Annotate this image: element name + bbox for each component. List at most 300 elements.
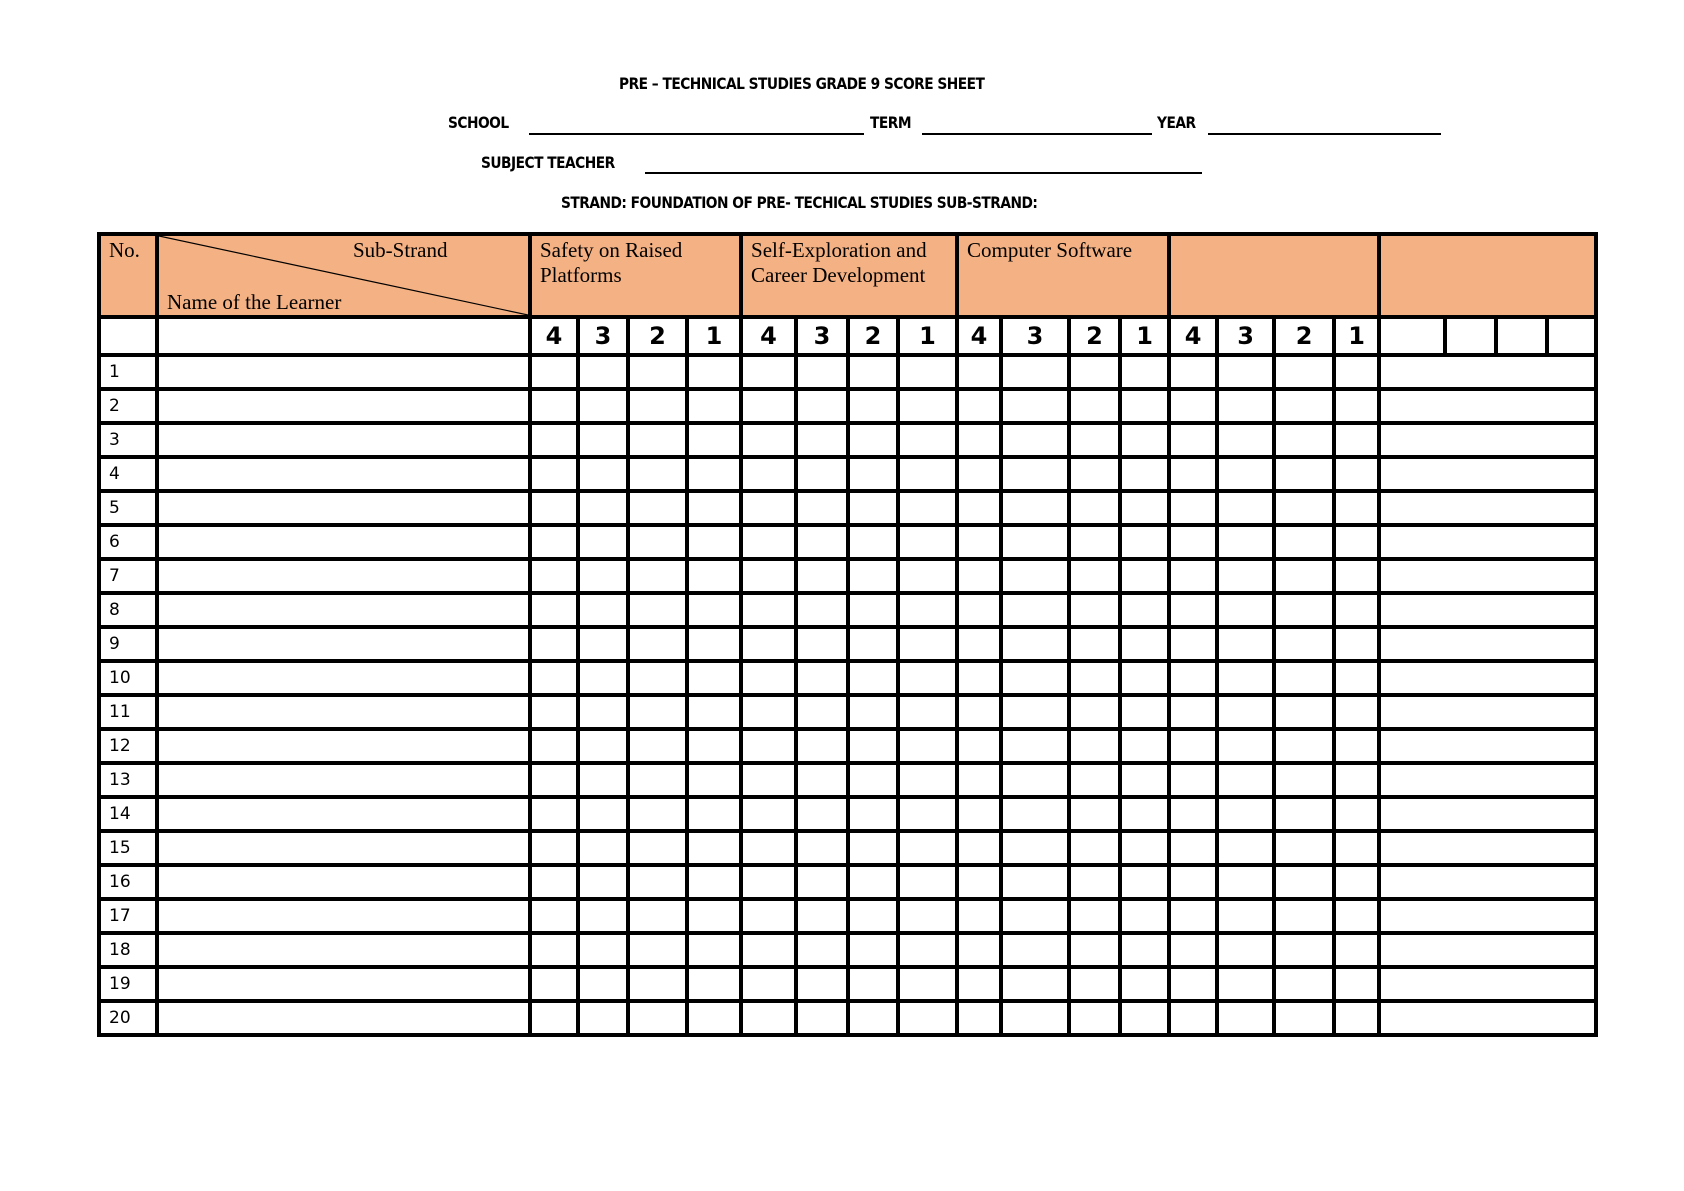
- extra-score-cell[interactable]: [1379, 559, 1596, 593]
- score-cell[interactable]: [1169, 729, 1217, 763]
- score-cell[interactable]: [1169, 831, 1217, 865]
- score-cell[interactable]: [796, 729, 848, 763]
- score-cell[interactable]: [1120, 695, 1169, 729]
- score-cell[interactable]: [1120, 933, 1169, 967]
- score-cell[interactable]: [848, 627, 898, 661]
- score-cell[interactable]: [1001, 967, 1069, 1001]
- score-cell[interactable]: [578, 559, 628, 593]
- score-cell[interactable]: [687, 729, 741, 763]
- score-cell[interactable]: [1169, 423, 1217, 457]
- score-cell[interactable]: [530, 457, 578, 491]
- score-cell[interactable]: [1334, 559, 1379, 593]
- score-cell[interactable]: [1169, 457, 1217, 491]
- score-cell[interactable]: [957, 491, 1001, 525]
- score-cell[interactable]: [530, 491, 578, 525]
- score-cell[interactable]: [1001, 491, 1069, 525]
- score-cell[interactable]: [1334, 627, 1379, 661]
- score-cell[interactable]: [628, 899, 687, 933]
- learner-name-cell[interactable]: [157, 491, 530, 525]
- learner-name-cell[interactable]: [157, 695, 530, 729]
- score-cell[interactable]: [1069, 899, 1120, 933]
- score-cell[interactable]: [1217, 695, 1274, 729]
- score-cell[interactable]: [741, 627, 796, 661]
- score-cell[interactable]: [796, 899, 848, 933]
- score-cell[interactable]: [628, 831, 687, 865]
- score-cell[interactable]: [530, 695, 578, 729]
- extra-score-cell[interactable]: [1379, 661, 1596, 695]
- score-cell[interactable]: [530, 559, 578, 593]
- score-cell[interactable]: [1069, 355, 1120, 389]
- score-cell[interactable]: [530, 831, 578, 865]
- score-cell[interactable]: [578, 695, 628, 729]
- score-cell[interactable]: [898, 933, 957, 967]
- score-cell[interactable]: [1334, 729, 1379, 763]
- score-cell[interactable]: [1217, 967, 1274, 1001]
- extra-score-cell[interactable]: [1379, 593, 1596, 627]
- score-cell[interactable]: [796, 355, 848, 389]
- score-cell[interactable]: [578, 355, 628, 389]
- score-cell[interactable]: [796, 627, 848, 661]
- score-cell[interactable]: [628, 763, 687, 797]
- score-cell[interactable]: [957, 1001, 1001, 1035]
- score-cell[interactable]: [578, 525, 628, 559]
- score-cell[interactable]: [1169, 865, 1217, 899]
- score-cell[interactable]: [1274, 695, 1334, 729]
- score-cell[interactable]: [628, 933, 687, 967]
- score-cell[interactable]: [1069, 729, 1120, 763]
- score-cell[interactable]: [1334, 457, 1379, 491]
- score-cell[interactable]: [1069, 423, 1120, 457]
- extra-score-cell[interactable]: [1379, 627, 1596, 661]
- learner-name-cell[interactable]: [157, 967, 530, 1001]
- score-cell[interactable]: [741, 899, 796, 933]
- score-cell[interactable]: [530, 729, 578, 763]
- score-cell[interactable]: [1334, 797, 1379, 831]
- score-cell[interactable]: [628, 457, 687, 491]
- score-cell[interactable]: [741, 831, 796, 865]
- score-cell[interactable]: [530, 627, 578, 661]
- score-cell[interactable]: [1120, 593, 1169, 627]
- learner-name-cell[interactable]: [157, 423, 530, 457]
- extra-score-cell[interactable]: [1379, 695, 1596, 729]
- score-cell[interactable]: [687, 967, 741, 1001]
- score-cell[interactable]: [1217, 865, 1274, 899]
- score-cell[interactable]: [898, 865, 957, 899]
- extra-score-cell[interactable]: [1379, 525, 1596, 559]
- score-cell[interactable]: [1169, 627, 1217, 661]
- score-cell[interactable]: [741, 423, 796, 457]
- score-cell[interactable]: [898, 797, 957, 831]
- score-cell[interactable]: [741, 797, 796, 831]
- score-cell[interactable]: [1274, 355, 1334, 389]
- score-cell[interactable]: [687, 627, 741, 661]
- score-cell[interactable]: [1274, 457, 1334, 491]
- score-cell[interactable]: [1120, 729, 1169, 763]
- score-cell[interactable]: [1001, 831, 1069, 865]
- score-cell[interactable]: [1274, 899, 1334, 933]
- score-cell[interactable]: [687, 831, 741, 865]
- score-cell[interactable]: [1069, 389, 1120, 423]
- score-cell[interactable]: [1217, 729, 1274, 763]
- score-cell[interactable]: [628, 865, 687, 899]
- score-cell[interactable]: [741, 525, 796, 559]
- score-cell[interactable]: [628, 695, 687, 729]
- score-cell[interactable]: [1217, 899, 1274, 933]
- score-cell[interactable]: [741, 491, 796, 525]
- extra-score-cell[interactable]: [1379, 729, 1596, 763]
- score-cell[interactable]: [1001, 457, 1069, 491]
- score-cell[interactable]: [898, 899, 957, 933]
- score-cell[interactable]: [1069, 831, 1120, 865]
- learner-name-cell[interactable]: [157, 865, 530, 899]
- year-field[interactable]: [1208, 133, 1441, 135]
- score-cell[interactable]: [1274, 1001, 1334, 1035]
- score-cell[interactable]: [1069, 865, 1120, 899]
- score-cell[interactable]: [1217, 389, 1274, 423]
- score-cell[interactable]: [1001, 763, 1069, 797]
- learner-name-cell[interactable]: [157, 355, 530, 389]
- score-cell[interactable]: [628, 661, 687, 695]
- score-cell[interactable]: [848, 593, 898, 627]
- score-cell[interactable]: [796, 559, 848, 593]
- score-cell[interactable]: [796, 389, 848, 423]
- score-cell[interactable]: [1120, 967, 1169, 1001]
- score-cell[interactable]: [530, 1001, 578, 1035]
- score-cell[interactable]: [687, 355, 741, 389]
- score-cell[interactable]: [1217, 831, 1274, 865]
- score-cell[interactable]: [687, 661, 741, 695]
- score-cell[interactable]: [1001, 525, 1069, 559]
- score-cell[interactable]: [796, 1001, 848, 1035]
- score-cell[interactable]: [898, 661, 957, 695]
- learner-name-cell[interactable]: [157, 797, 530, 831]
- score-cell[interactable]: [898, 729, 957, 763]
- score-cell[interactable]: [1169, 559, 1217, 593]
- score-cell[interactable]: [628, 1001, 687, 1035]
- score-cell[interactable]: [530, 423, 578, 457]
- score-cell[interactable]: [687, 899, 741, 933]
- score-cell[interactable]: [687, 423, 741, 457]
- score-cell[interactable]: [1217, 593, 1274, 627]
- score-cell[interactable]: [1217, 797, 1274, 831]
- score-cell[interactable]: [796, 933, 848, 967]
- score-cell[interactable]: [796, 457, 848, 491]
- score-cell[interactable]: [1274, 661, 1334, 695]
- score-cell[interactable]: [1217, 1001, 1274, 1035]
- score-cell[interactable]: [898, 967, 957, 1001]
- score-cell[interactable]: [1120, 763, 1169, 797]
- learner-name-cell[interactable]: [157, 763, 530, 797]
- score-cell[interactable]: [530, 389, 578, 423]
- score-cell[interactable]: [1069, 1001, 1120, 1035]
- score-cell[interactable]: [1169, 593, 1217, 627]
- score-cell[interactable]: [1169, 389, 1217, 423]
- score-cell[interactable]: [848, 491, 898, 525]
- score-cell[interactable]: [1120, 661, 1169, 695]
- score-cell[interactable]: [796, 423, 848, 457]
- score-cell[interactable]: [957, 559, 1001, 593]
- score-cell[interactable]: [1334, 865, 1379, 899]
- score-cell[interactable]: [1334, 763, 1379, 797]
- score-cell[interactable]: [1169, 525, 1217, 559]
- score-cell[interactable]: [578, 763, 628, 797]
- score-cell[interactable]: [898, 423, 957, 457]
- score-cell[interactable]: [1001, 355, 1069, 389]
- extra-score-cell[interactable]: [1379, 967, 1596, 1001]
- learner-name-cell[interactable]: [157, 389, 530, 423]
- score-cell[interactable]: [1217, 491, 1274, 525]
- score-cell[interactable]: [530, 865, 578, 899]
- score-cell[interactable]: [1274, 831, 1334, 865]
- score-cell[interactable]: [957, 389, 1001, 423]
- score-cell[interactable]: [1069, 695, 1120, 729]
- score-cell[interactable]: [1274, 593, 1334, 627]
- score-cell[interactable]: [1274, 423, 1334, 457]
- extra-score-cell[interactable]: [1379, 831, 1596, 865]
- score-cell[interactable]: [1120, 457, 1169, 491]
- score-cell[interactable]: [848, 933, 898, 967]
- score-cell[interactable]: [848, 423, 898, 457]
- score-cell[interactable]: [957, 695, 1001, 729]
- score-cell[interactable]: [1217, 423, 1274, 457]
- score-cell[interactable]: [1001, 593, 1069, 627]
- score-cell[interactable]: [628, 559, 687, 593]
- learner-name-cell[interactable]: [157, 593, 530, 627]
- score-cell[interactable]: [957, 865, 1001, 899]
- score-cell[interactable]: [578, 1001, 628, 1035]
- extra-score-cell[interactable]: [1379, 865, 1596, 899]
- score-cell[interactable]: [1001, 559, 1069, 593]
- score-cell[interactable]: [1334, 593, 1379, 627]
- score-cell[interactable]: [957, 729, 1001, 763]
- score-cell[interactable]: [1334, 355, 1379, 389]
- score-cell[interactable]: [1334, 423, 1379, 457]
- score-cell[interactable]: [1120, 797, 1169, 831]
- score-cell[interactable]: [1169, 899, 1217, 933]
- score-cell[interactable]: [796, 967, 848, 1001]
- score-cell[interactable]: [687, 763, 741, 797]
- score-cell[interactable]: [898, 831, 957, 865]
- score-cell[interactable]: [1120, 865, 1169, 899]
- score-cell[interactable]: [848, 661, 898, 695]
- score-cell[interactable]: [848, 797, 898, 831]
- score-cell[interactable]: [1069, 763, 1120, 797]
- score-cell[interactable]: [1274, 559, 1334, 593]
- score-cell[interactable]: [687, 525, 741, 559]
- score-cell[interactable]: [578, 831, 628, 865]
- score-cell[interactable]: [1274, 729, 1334, 763]
- score-cell[interactable]: [1120, 491, 1169, 525]
- score-cell[interactable]: [578, 423, 628, 457]
- score-cell[interactable]: [1334, 899, 1379, 933]
- score-cell[interactable]: [687, 797, 741, 831]
- score-cell[interactable]: [1169, 763, 1217, 797]
- score-cell[interactable]: [1334, 661, 1379, 695]
- score-cell[interactable]: [1217, 559, 1274, 593]
- score-cell[interactable]: [1120, 423, 1169, 457]
- score-cell[interactable]: [530, 593, 578, 627]
- score-cell[interactable]: [741, 967, 796, 1001]
- score-cell[interactable]: [957, 933, 1001, 967]
- score-cell[interactable]: [1120, 1001, 1169, 1035]
- score-cell[interactable]: [1334, 933, 1379, 967]
- score-cell[interactable]: [1274, 865, 1334, 899]
- score-cell[interactable]: [1001, 1001, 1069, 1035]
- score-cell[interactable]: [1169, 695, 1217, 729]
- score-cell[interactable]: [848, 899, 898, 933]
- score-cell[interactable]: [957, 355, 1001, 389]
- score-cell[interactable]: [898, 593, 957, 627]
- score-cell[interactable]: [1217, 763, 1274, 797]
- learner-name-cell[interactable]: [157, 627, 530, 661]
- learner-name-cell[interactable]: [157, 729, 530, 763]
- score-cell[interactable]: [741, 763, 796, 797]
- score-cell[interactable]: [578, 389, 628, 423]
- score-cell[interactable]: [1334, 389, 1379, 423]
- score-cell[interactable]: [1069, 559, 1120, 593]
- score-cell[interactable]: [1334, 695, 1379, 729]
- score-cell[interactable]: [578, 491, 628, 525]
- score-cell[interactable]: [957, 593, 1001, 627]
- score-cell[interactable]: [1334, 1001, 1379, 1035]
- score-cell[interactable]: [796, 865, 848, 899]
- score-cell[interactable]: [898, 491, 957, 525]
- score-cell[interactable]: [1169, 797, 1217, 831]
- extra-score-cell[interactable]: [1379, 389, 1596, 423]
- score-cell[interactable]: [578, 593, 628, 627]
- score-cell[interactable]: [687, 491, 741, 525]
- term-field[interactable]: [922, 133, 1152, 135]
- score-cell[interactable]: [957, 831, 1001, 865]
- score-cell[interactable]: [796, 525, 848, 559]
- score-cell[interactable]: [530, 967, 578, 1001]
- score-cell[interactable]: [957, 423, 1001, 457]
- score-cell[interactable]: [741, 355, 796, 389]
- score-cell[interactable]: [628, 627, 687, 661]
- score-cell[interactable]: [848, 389, 898, 423]
- learner-name-cell[interactable]: [157, 525, 530, 559]
- learner-name-cell[interactable]: [157, 661, 530, 695]
- score-cell[interactable]: [796, 593, 848, 627]
- score-cell[interactable]: [1274, 627, 1334, 661]
- score-cell[interactable]: [578, 933, 628, 967]
- score-cell[interactable]: [1274, 389, 1334, 423]
- score-cell[interactable]: [1120, 355, 1169, 389]
- score-cell[interactable]: [1001, 389, 1069, 423]
- extra-score-cell[interactable]: [1379, 457, 1596, 491]
- score-cell[interactable]: [628, 729, 687, 763]
- subject-teacher-field[interactable]: [645, 172, 1202, 174]
- score-cell[interactable]: [1274, 933, 1334, 967]
- score-cell[interactable]: [1274, 491, 1334, 525]
- score-cell[interactable]: [1069, 933, 1120, 967]
- score-cell[interactable]: [687, 865, 741, 899]
- score-cell[interactable]: [1334, 525, 1379, 559]
- score-cell[interactable]: [796, 491, 848, 525]
- score-cell[interactable]: [1120, 389, 1169, 423]
- score-cell[interactable]: [628, 423, 687, 457]
- score-cell[interactable]: [848, 967, 898, 1001]
- score-cell[interactable]: [1069, 525, 1120, 559]
- score-cell[interactable]: [741, 933, 796, 967]
- score-cell[interactable]: [848, 865, 898, 899]
- score-cell[interactable]: [687, 559, 741, 593]
- score-cell[interactable]: [530, 763, 578, 797]
- score-cell[interactable]: [741, 729, 796, 763]
- score-cell[interactable]: [687, 389, 741, 423]
- score-cell[interactable]: [796, 763, 848, 797]
- score-cell[interactable]: [1069, 593, 1120, 627]
- extra-score-cell[interactable]: [1379, 423, 1596, 457]
- score-cell[interactable]: [1001, 661, 1069, 695]
- score-cell[interactable]: [741, 389, 796, 423]
- score-cell[interactable]: [628, 389, 687, 423]
- score-cell[interactable]: [1217, 627, 1274, 661]
- extra-score-cell[interactable]: [1379, 1001, 1596, 1035]
- score-cell[interactable]: [848, 729, 898, 763]
- score-cell[interactable]: [1217, 933, 1274, 967]
- score-cell[interactable]: [848, 457, 898, 491]
- score-cell[interactable]: [1169, 933, 1217, 967]
- score-cell[interactable]: [957, 457, 1001, 491]
- score-cell[interactable]: [628, 491, 687, 525]
- score-cell[interactable]: [687, 933, 741, 967]
- score-cell[interactable]: [687, 695, 741, 729]
- learner-name-cell[interactable]: [157, 899, 530, 933]
- score-cell[interactable]: [898, 695, 957, 729]
- score-cell[interactable]: [1334, 831, 1379, 865]
- score-cell[interactable]: [1169, 1001, 1217, 1035]
- score-cell[interactable]: [1001, 729, 1069, 763]
- score-cell[interactable]: [898, 389, 957, 423]
- score-cell[interactable]: [628, 355, 687, 389]
- score-cell[interactable]: [898, 627, 957, 661]
- learner-name-cell[interactable]: [157, 457, 530, 491]
- score-cell[interactable]: [1169, 661, 1217, 695]
- score-cell[interactable]: [1120, 525, 1169, 559]
- score-cell[interactable]: [898, 1001, 957, 1035]
- score-cell[interactable]: [1217, 457, 1274, 491]
- school-field[interactable]: [529, 133, 864, 135]
- score-cell[interactable]: [848, 525, 898, 559]
- score-cell[interactable]: [1069, 967, 1120, 1001]
- score-cell[interactable]: [741, 559, 796, 593]
- score-cell[interactable]: [1001, 423, 1069, 457]
- score-cell[interactable]: [578, 865, 628, 899]
- score-cell[interactable]: [1069, 457, 1120, 491]
- score-cell[interactable]: [1001, 797, 1069, 831]
- score-cell[interactable]: [741, 661, 796, 695]
- score-cell[interactable]: [1069, 491, 1120, 525]
- score-cell[interactable]: [1169, 491, 1217, 525]
- score-cell[interactable]: [957, 525, 1001, 559]
- score-cell[interactable]: [741, 865, 796, 899]
- score-cell[interactable]: [741, 695, 796, 729]
- score-cell[interactable]: [1001, 627, 1069, 661]
- score-cell[interactable]: [530, 355, 578, 389]
- extra-score-cell[interactable]: [1379, 933, 1596, 967]
- score-cell[interactable]: [1217, 661, 1274, 695]
- extra-score-cell[interactable]: [1379, 763, 1596, 797]
- score-cell[interactable]: [687, 593, 741, 627]
- score-cell[interactable]: [578, 797, 628, 831]
- score-cell[interactable]: [898, 355, 957, 389]
- score-cell[interactable]: [1169, 967, 1217, 1001]
- score-cell[interactable]: [1001, 899, 1069, 933]
- learner-name-cell[interactable]: [157, 559, 530, 593]
- score-cell[interactable]: [628, 967, 687, 1001]
- score-cell[interactable]: [957, 967, 1001, 1001]
